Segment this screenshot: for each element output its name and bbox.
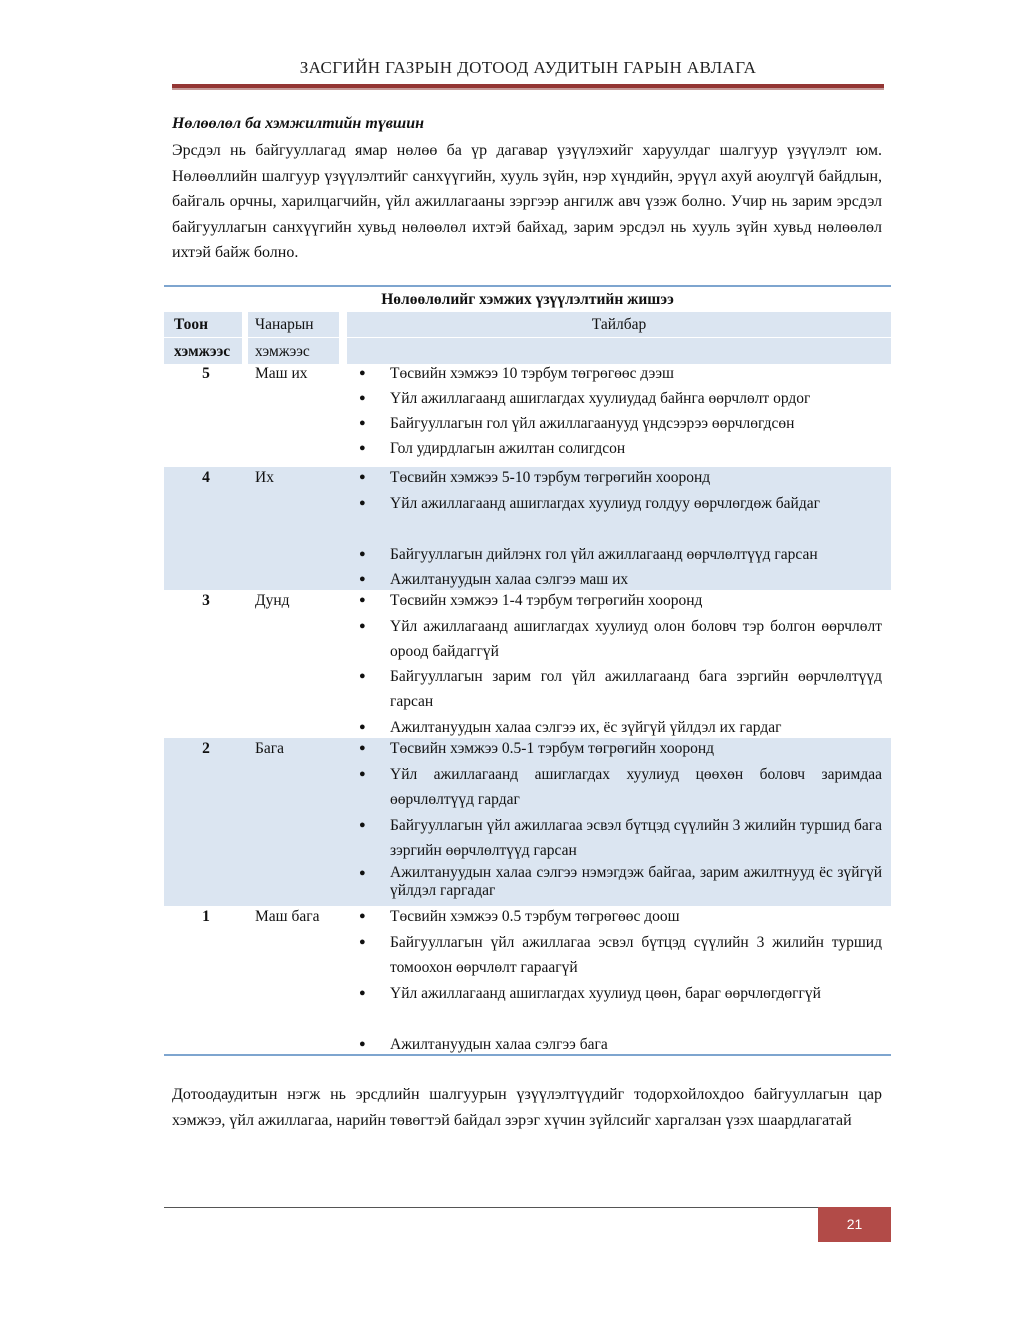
header-quantitative-line2: хэмжээс [174, 343, 231, 360]
impact-table [164, 285, 891, 1053]
bullet-icon: ● [359, 497, 366, 509]
footer-rule [164, 1207, 818, 1208]
table-row: 1 Маш бага ● Төсвийн хэмжээ 0.5 тэрбум төгрөгөөс доош ● Байгууллагын үйл ажиллагаа эсвэл бүтцэд сүүлийн 3 жилийн туршид томоохон өөрчлөлт гараагүй ● Үйл ажиллагаанд ашиглагдах хуулиуд цөөн, бараг өөрчлөгдөггүй ● Ажилтануудын халаа сэлгээ бага [164, 906, 891, 1053]
bullet-icon: ● [359, 987, 366, 999]
bullet-icon: ● [359, 442, 366, 454]
bullet-icon: ● [359, 620, 366, 632]
quality-cell: Маш их [255, 365, 308, 382]
score-cell: 3 [202, 592, 210, 609]
quality-cell: Дунд [255, 592, 290, 609]
bullet-icon: ● [359, 768, 366, 780]
intro-paragraph: Эрсдэл нь байгууллагад ямар нөлөө ба үр дагавар үзүүлэхийг харуулдаг шалгуур үзүүлэлт юм. Нөлөөллийн шалгуур үзүүлэлтийг санхүүгийн, хууль зүйн, нэр хүндийн, эрүүл ахуй аюулгүй байдлын, байгаль орчны, харилцагчийн, үйл ажиллагааны зэргээр ангилж авч үзэж болно. Учир нь зарим эрсдэл байгууллагын санхүүгийн хувьд нөлөөлөл ихтэй байхад, зарим эрсдэл нь хууль зүйн хувьд нөлөөлөл ихтэй байж болно. [172, 142, 882, 261]
bullet-icon: ● [359, 471, 366, 483]
bullet-icon: ● [359, 670, 366, 682]
closing-paragraph: Дотоодаудитын нэгж нь эрсдлийн шалгуурын үзүүлэлтүүдийг тодорхойлохдоо байгууллагын цар хэмжээ, үйл ажиллагаа, нарийн төвөгтэй байдал зэрэг хүчин зүйлсийг харгалзан үзэх шаардлагатай [172, 1086, 882, 1129]
bullet-icon: ● [359, 573, 366, 585]
quality-cell: Маш бага [255, 908, 320, 925]
score-cell: 2 [202, 740, 210, 757]
table-caption: Нөлөөлөлийг хэмжих үзүүлэлтийн жишээ [381, 291, 674, 308]
bullet-icon: ● [359, 819, 366, 831]
bullet-icon: ● [359, 936, 366, 948]
header-rule-accent [172, 88, 884, 90]
bullet-icon: ● [359, 910, 366, 922]
table-row: 5 Маш их ● Төсвийн хэмжээ 10 тэрбум төгрөгөөс дээш ● Үйл ажиллагаанд ашиглагдах хуулиудад байнга өөрчлөлт ордог ● Байгууллагын гол үйл ажиллагаанууд үндсээрээ өөрчлөгдсөн ● Гол удирдлагын ажилтан солигдсон [164, 364, 891, 467]
header-description: Тайлбар [591, 316, 647, 333]
bullet-icon: ● [359, 742, 366, 754]
quality-cell: Бага [255, 740, 285, 757]
page-number: 21 [818, 1207, 891, 1242]
score-cell: 4 [202, 469, 210, 486]
table-bottom-rule [164, 1054, 891, 1056]
bullet-icon: ● [359, 721, 366, 733]
running-header: ЗАСГИЙН ГАЗРЫН ДОТООД АУДИТЫН ГАРЫН АВЛАГА [299, 58, 757, 77]
bullet-icon: ● [359, 417, 366, 429]
table-row: 2 Бага ● Төсвийн хэмжээ 0.5-1 тэрбум төгрөгийн хооронд ● Үйл ажиллагаанд ашиглагдах хуулиуд цөөхөн боловч заримдаа өөрчлөлтүүд гардаг ● Байгууллагын үйл ажиллагаа эсвэл бүтцэд сүүлийн 3 жилийн туршид бага зэргийн өөрчлөлтүүд гарсан ● Ажилтануудын халаа сэлгээ нэмэгдэж байгаа, зарим ажилтнууд ёс зүйгүй үйлдэл гаргадаг [164, 738, 891, 906]
table-row: 4 Их ● Төсвийн хэмжээ 5-10 тэрбум төгрөгийн хооронд ● Үйл ажиллагаанд ашиглагдах хуулиуд голдуу өөрчлөгдөж байдаг ● Байгууллагын дийлэнх гол үйл ажиллагаанд өөрчлөлтүүд гарсан ● Ажилтануудын халаа сэлгээ маш их [164, 467, 891, 590]
header-quantitative: Тоон [174, 316, 209, 333]
bullet-icon: ● [359, 867, 366, 879]
bullet-icon: ● [359, 392, 366, 404]
score-cell: 5 [202, 365, 210, 382]
bullet-icon: ● [359, 1038, 366, 1050]
bullet-icon: ● [359, 367, 366, 379]
header-qualitative-line2: хэмжээс [255, 343, 310, 360]
score-cell: 1 [202, 908, 210, 925]
bullet-icon: ● [359, 548, 366, 560]
header-qualitative: Чанарын [255, 316, 314, 333]
table-header [164, 312, 891, 364]
quality-cell: Их [255, 469, 274, 486]
section-heading: Нөлөөлөл ба хэмжилтийн түвшин [172, 115, 425, 132]
bullet-icon: ● [359, 594, 366, 606]
table-row: 3 Дунд ● Төсвийн хэмжээ 1-4 тэрбум төгрөгийн хооронд ● Үйл ажиллагаанд ашиглагдах хуулиуд олон боловч тэр болгон өөрчлөлт ороод байдаггүй ● Байгууллагын зарим гол үйл ажиллагаанд бага зэргийн өөрчлөлтүүд гарсан ● Ажилтануудын халаа сэлгээ их, ёс зүйгүй үйлдэл их гардаг [164, 590, 891, 738]
